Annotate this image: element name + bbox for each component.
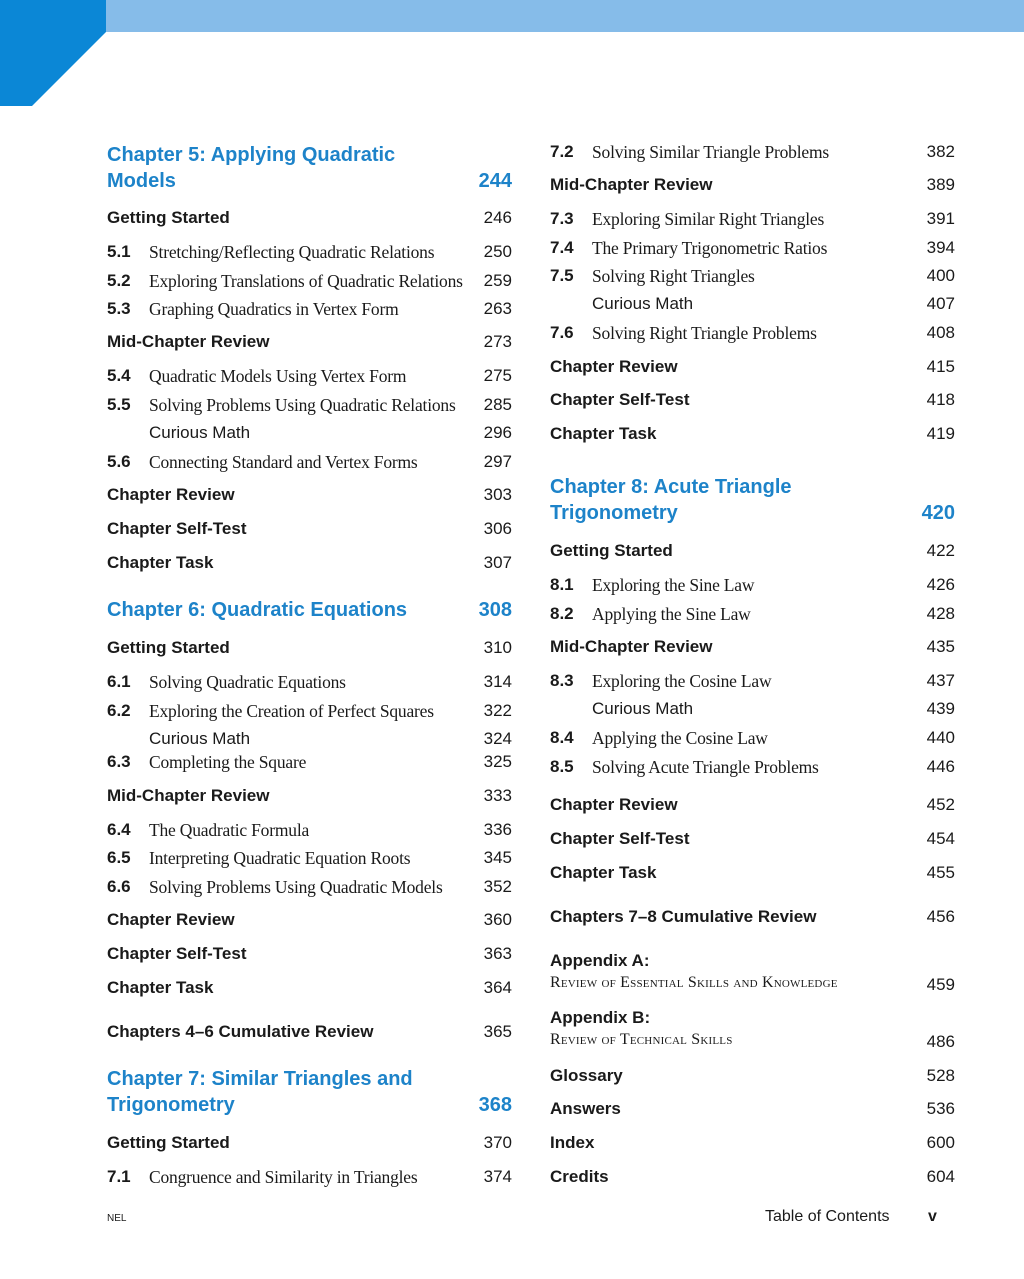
lesson-title: Graphing Quadratics in Vertex Form [149,299,399,319]
toc-section-chapter-task [550,862,955,884]
toc-lesson [107,394,512,416]
lesson-page: 296 [483,423,512,442]
lesson-page: 285 [483,395,512,414]
toc-section-chapter-review [107,909,512,931]
section-page: 303 [483,485,512,504]
section-page: 422 [926,541,955,560]
section-page: 419 [926,424,955,443]
section-title: Chapter Review [550,357,678,376]
lesson-title: Curious Math [592,294,694,313]
section-page: 370 [483,1133,512,1152]
section-page: 454 [926,829,955,848]
section-title: Chapter Task [107,553,214,572]
lesson-page: 322 [483,701,512,720]
lesson-title: Solving Problems Using Quadratic Models [149,877,443,897]
chapter-title: Chapter 8: Acute Triangle Trigonometry [550,476,792,524]
lesson-number: 6.5 [107,848,131,867]
toc-lesson [550,208,955,230]
toc-section-getting-started [107,637,512,659]
lesson-number: 5.6 [107,452,131,471]
lesson-page: 325 [483,752,512,771]
lesson-title: Solving Similar Triangle Problems [592,142,829,162]
lesson-title: Applying the Cosine Law [592,728,768,748]
lesson-page: 437 [926,671,955,690]
lesson-title: Completing the Square [149,752,307,772]
lesson-page: 382 [926,142,955,161]
section-title: Chapter Self-Test [107,944,247,963]
lesson-number: 7.2 [550,142,574,161]
toc-section-chapter-task [107,552,512,574]
toc-lesson [107,1166,512,1188]
lesson-title: Exploring Translations of Quadratic Relations [149,271,463,291]
lesson-page: 352 [483,877,512,896]
lesson-title: Congruence and Similarity in Triangles [149,1167,418,1187]
toc-lesson [107,700,512,722]
section-title: Getting Started [107,1133,230,1152]
toc-section-getting-started [107,1132,512,1154]
lesson-page: 250 [483,242,512,261]
lesson-title: Solving Quadratic Equations [149,672,346,692]
appendix-title: Appendix A: [550,951,650,970]
toc-appendix [550,950,955,996]
toc-lesson [107,451,512,473]
appendix-title: Appendix B: [550,1008,651,1027]
lesson-title: Exploring Similar Right Triangles [592,209,825,229]
toc-lesson [107,270,512,292]
lesson-title: Solving Problems Using Quadratic Relations [149,395,456,415]
lesson-title: Curious Math [149,423,251,442]
section-page: 604 [926,1167,955,1186]
section-title: Mid-Chapter Review [550,175,713,194]
lesson-title: Stretching/Reflecting Quadratic Relations [149,242,435,262]
toc-lesson [550,265,955,287]
section-title: Chapter Task [107,978,214,997]
appendix-subtitle: Review of Technical Skills [550,1031,733,1048]
toc-section-chapter-self-test [107,518,512,540]
toc-lesson [550,293,955,315]
lesson-page: 446 [926,757,955,776]
appendix-subtitle: Review of Essential Skills and Knowledge [550,974,838,991]
lesson-page: 400 [926,266,955,285]
chapter-heading-chapter-8-acute-tria [550,474,955,526]
section-page: 273 [483,332,512,351]
section-page: 455 [926,863,955,882]
toc-section-mid-chapter-review [107,785,512,807]
toc-lesson [550,727,955,749]
section-page: 536 [926,1099,955,1118]
lesson-number: 8.3 [550,671,574,690]
toc-lesson [107,728,512,750]
toc-lesson [550,670,955,692]
section-title: Credits [550,1167,609,1186]
lesson-number: 5.1 [107,242,131,261]
toc-lesson [550,141,955,163]
corner-tab [0,0,106,106]
section-page: 306 [483,519,512,538]
lesson-number: 7.1 [107,1167,131,1186]
section-page: 364 [483,978,512,997]
toc-lesson [107,241,512,263]
chapter-title: Chapter 6: Quadratic Equations [107,599,408,621]
footer-publisher: NEL [107,1213,127,1224]
toc-lesson [107,751,512,773]
lesson-page: 439 [926,699,955,718]
section-page: 456 [926,907,955,926]
lesson-number: 5.4 [107,366,131,385]
lesson-number: 7.4 [550,238,574,257]
section-title: Chapter Task [550,424,657,443]
lesson-page: 336 [483,820,512,839]
toc-section-answers [550,1098,955,1120]
lesson-page: 345 [483,848,512,867]
section-page: 246 [483,208,512,227]
lesson-page: 428 [926,604,955,623]
lesson-number: 7.6 [550,323,574,342]
toc-section-chapter-self-test [107,943,512,965]
chapter-heading-chapter-6-quadratic- [107,597,512,623]
toc-section-index [550,1132,955,1154]
section-title: Glossary [550,1066,623,1085]
chapter-title: Chapter 7: Similar Triangles and Trigonometry [107,1068,413,1116]
section-page: 310 [483,638,512,657]
lesson-page: 374 [483,1167,512,1186]
lesson-number: 5.3 [107,299,131,318]
lesson-number: 6.1 [107,672,131,691]
toc-section-chapter-review [550,794,955,816]
section-title: Getting Started [107,638,230,657]
lesson-title: Exploring the Sine Law [592,575,755,595]
section-title: Chapters 7–8 Cumulative Review [550,907,817,926]
section-page: 418 [926,390,955,409]
lesson-page: 263 [483,299,512,318]
toc-section-chapter-task [107,977,512,999]
lesson-number: 6.6 [107,877,131,896]
toc-lesson [550,322,955,344]
lesson-page: 407 [926,294,955,313]
section-title: Getting Started [550,541,673,560]
section-page: 333 [483,786,512,805]
chapter-page: 308 [478,599,512,621]
lesson-title: Applying the Sine Law [592,604,751,624]
lesson-number: 8.1 [550,575,574,594]
section-title: Chapter Self-Test [550,390,690,409]
footer-page-number: v [928,1208,937,1225]
chapter-title: Chapter 5: Applying Quadratic Models [107,144,396,192]
section-title: Chapter Review [107,910,235,929]
section-title: Chapter Self-Test [550,829,690,848]
toc-lesson [550,237,955,259]
lesson-number: 6.2 [107,701,131,720]
toc-lesson [107,365,512,387]
toc-section-chapters-4-6-cumulative-review [107,1021,512,1043]
section-page: 389 [926,175,955,194]
lesson-page: 408 [926,323,955,342]
toc-lesson [107,671,512,693]
appendix-page: 486 [926,1032,955,1051]
lesson-number: 7.5 [550,266,574,285]
toc-lesson [550,698,955,720]
lesson-page: 324 [483,729,512,748]
toc-section-glossary [550,1065,955,1087]
toc-lesson [550,603,955,625]
toc-section-chapter-task [550,423,955,445]
toc-section-mid-chapter-review [550,174,955,196]
lesson-page: 275 [483,366,512,385]
toc-section-getting-started [550,540,955,562]
toc-section-chapter-review [107,484,512,506]
lesson-title: Connecting Standard and Vertex Forms [149,452,418,472]
chapter-heading-chapter-7-similar-tr [107,1066,512,1118]
lesson-page: 440 [926,728,955,747]
chapter-heading-chapter-5-applying-q [107,142,512,194]
section-title: Mid-Chapter Review [107,786,270,805]
section-page: 307 [483,553,512,572]
lesson-page: 426 [926,575,955,594]
lesson-title: Curious Math [149,729,251,748]
toc-lesson [550,756,955,778]
section-page: 452 [926,795,955,814]
lesson-title: Exploring the Cosine Law [592,671,772,691]
lesson-number: 5.2 [107,271,131,290]
appendix-page: 459 [926,975,955,994]
lesson-title: Solving Right Triangles [592,266,755,286]
toc-section-chapter-self-test [550,389,955,411]
section-page: 365 [483,1022,512,1041]
section-page: 600 [926,1133,955,1152]
section-title: Index [550,1133,595,1152]
lesson-title: The Quadratic Formula [149,820,310,840]
lesson-number: 8.2 [550,604,574,623]
toc-lesson [107,298,512,320]
lesson-number: 7.3 [550,209,574,228]
lesson-number: 6.4 [107,820,131,839]
toc-lesson [107,847,512,869]
section-title: Chapter Task [550,863,657,882]
section-title: Mid-Chapter Review [107,332,270,351]
toc-appendix [550,1007,955,1053]
lesson-page: 297 [483,452,512,471]
section-title: Chapter Self-Test [107,519,247,538]
lesson-page: 394 [926,238,955,257]
toc-section-chapters-7-8-cumulative-review [550,906,955,928]
toc-lesson [107,422,512,444]
lesson-number: 6.3 [107,752,131,771]
section-title: Answers [550,1099,621,1118]
chapter-page: 420 [921,502,955,524]
section-title: Chapters 4–6 Cumulative Review [107,1022,374,1041]
chapter-page: 368 [478,1094,512,1116]
section-page: 435 [926,637,955,656]
lesson-number: 5.5 [107,395,131,414]
toc-section-mid-chapter-review [550,636,955,658]
lesson-title: Curious Math [592,699,694,718]
section-title: Getting Started [107,208,230,227]
toc-section-chapter-self-test [550,828,955,850]
toc-section-mid-chapter-review [107,331,512,353]
lesson-page: 259 [483,271,512,290]
lesson-title: Solving Right Triangle Problems [592,323,817,343]
lesson-page: 391 [926,209,955,228]
lesson-number: 8.4 [550,728,574,747]
section-title: Chapter Review [107,485,235,504]
section-page: 363 [483,944,512,963]
toc-lesson [107,876,512,898]
section-page: 415 [926,357,955,376]
lesson-number: 8.5 [550,757,574,776]
toc-section-getting-started [107,207,512,229]
section-title: Mid-Chapter Review [550,637,713,656]
footer-section-title: Table of Contents [765,1208,890,1225]
top-band [0,0,1024,32]
section-page: 528 [926,1066,955,1085]
lesson-title: The Primary Trigonometric Ratios [592,238,828,258]
toc-section-chapter-review [550,356,955,378]
lesson-title: Exploring the Creation of Perfect Squares [149,701,434,721]
section-title: Chapter Review [550,795,678,814]
lesson-page: 314 [483,672,512,691]
chapter-page: 244 [478,170,512,192]
section-page: 360 [483,910,512,929]
lesson-title: Solving Acute Triangle Problems [592,757,819,777]
lesson-title: Interpreting Quadratic Equation Roots [149,848,411,868]
toc-lesson [107,819,512,841]
toc-section-credits [550,1166,955,1188]
lesson-title: Quadratic Models Using Vertex Form [149,366,407,386]
toc-lesson [550,574,955,596]
